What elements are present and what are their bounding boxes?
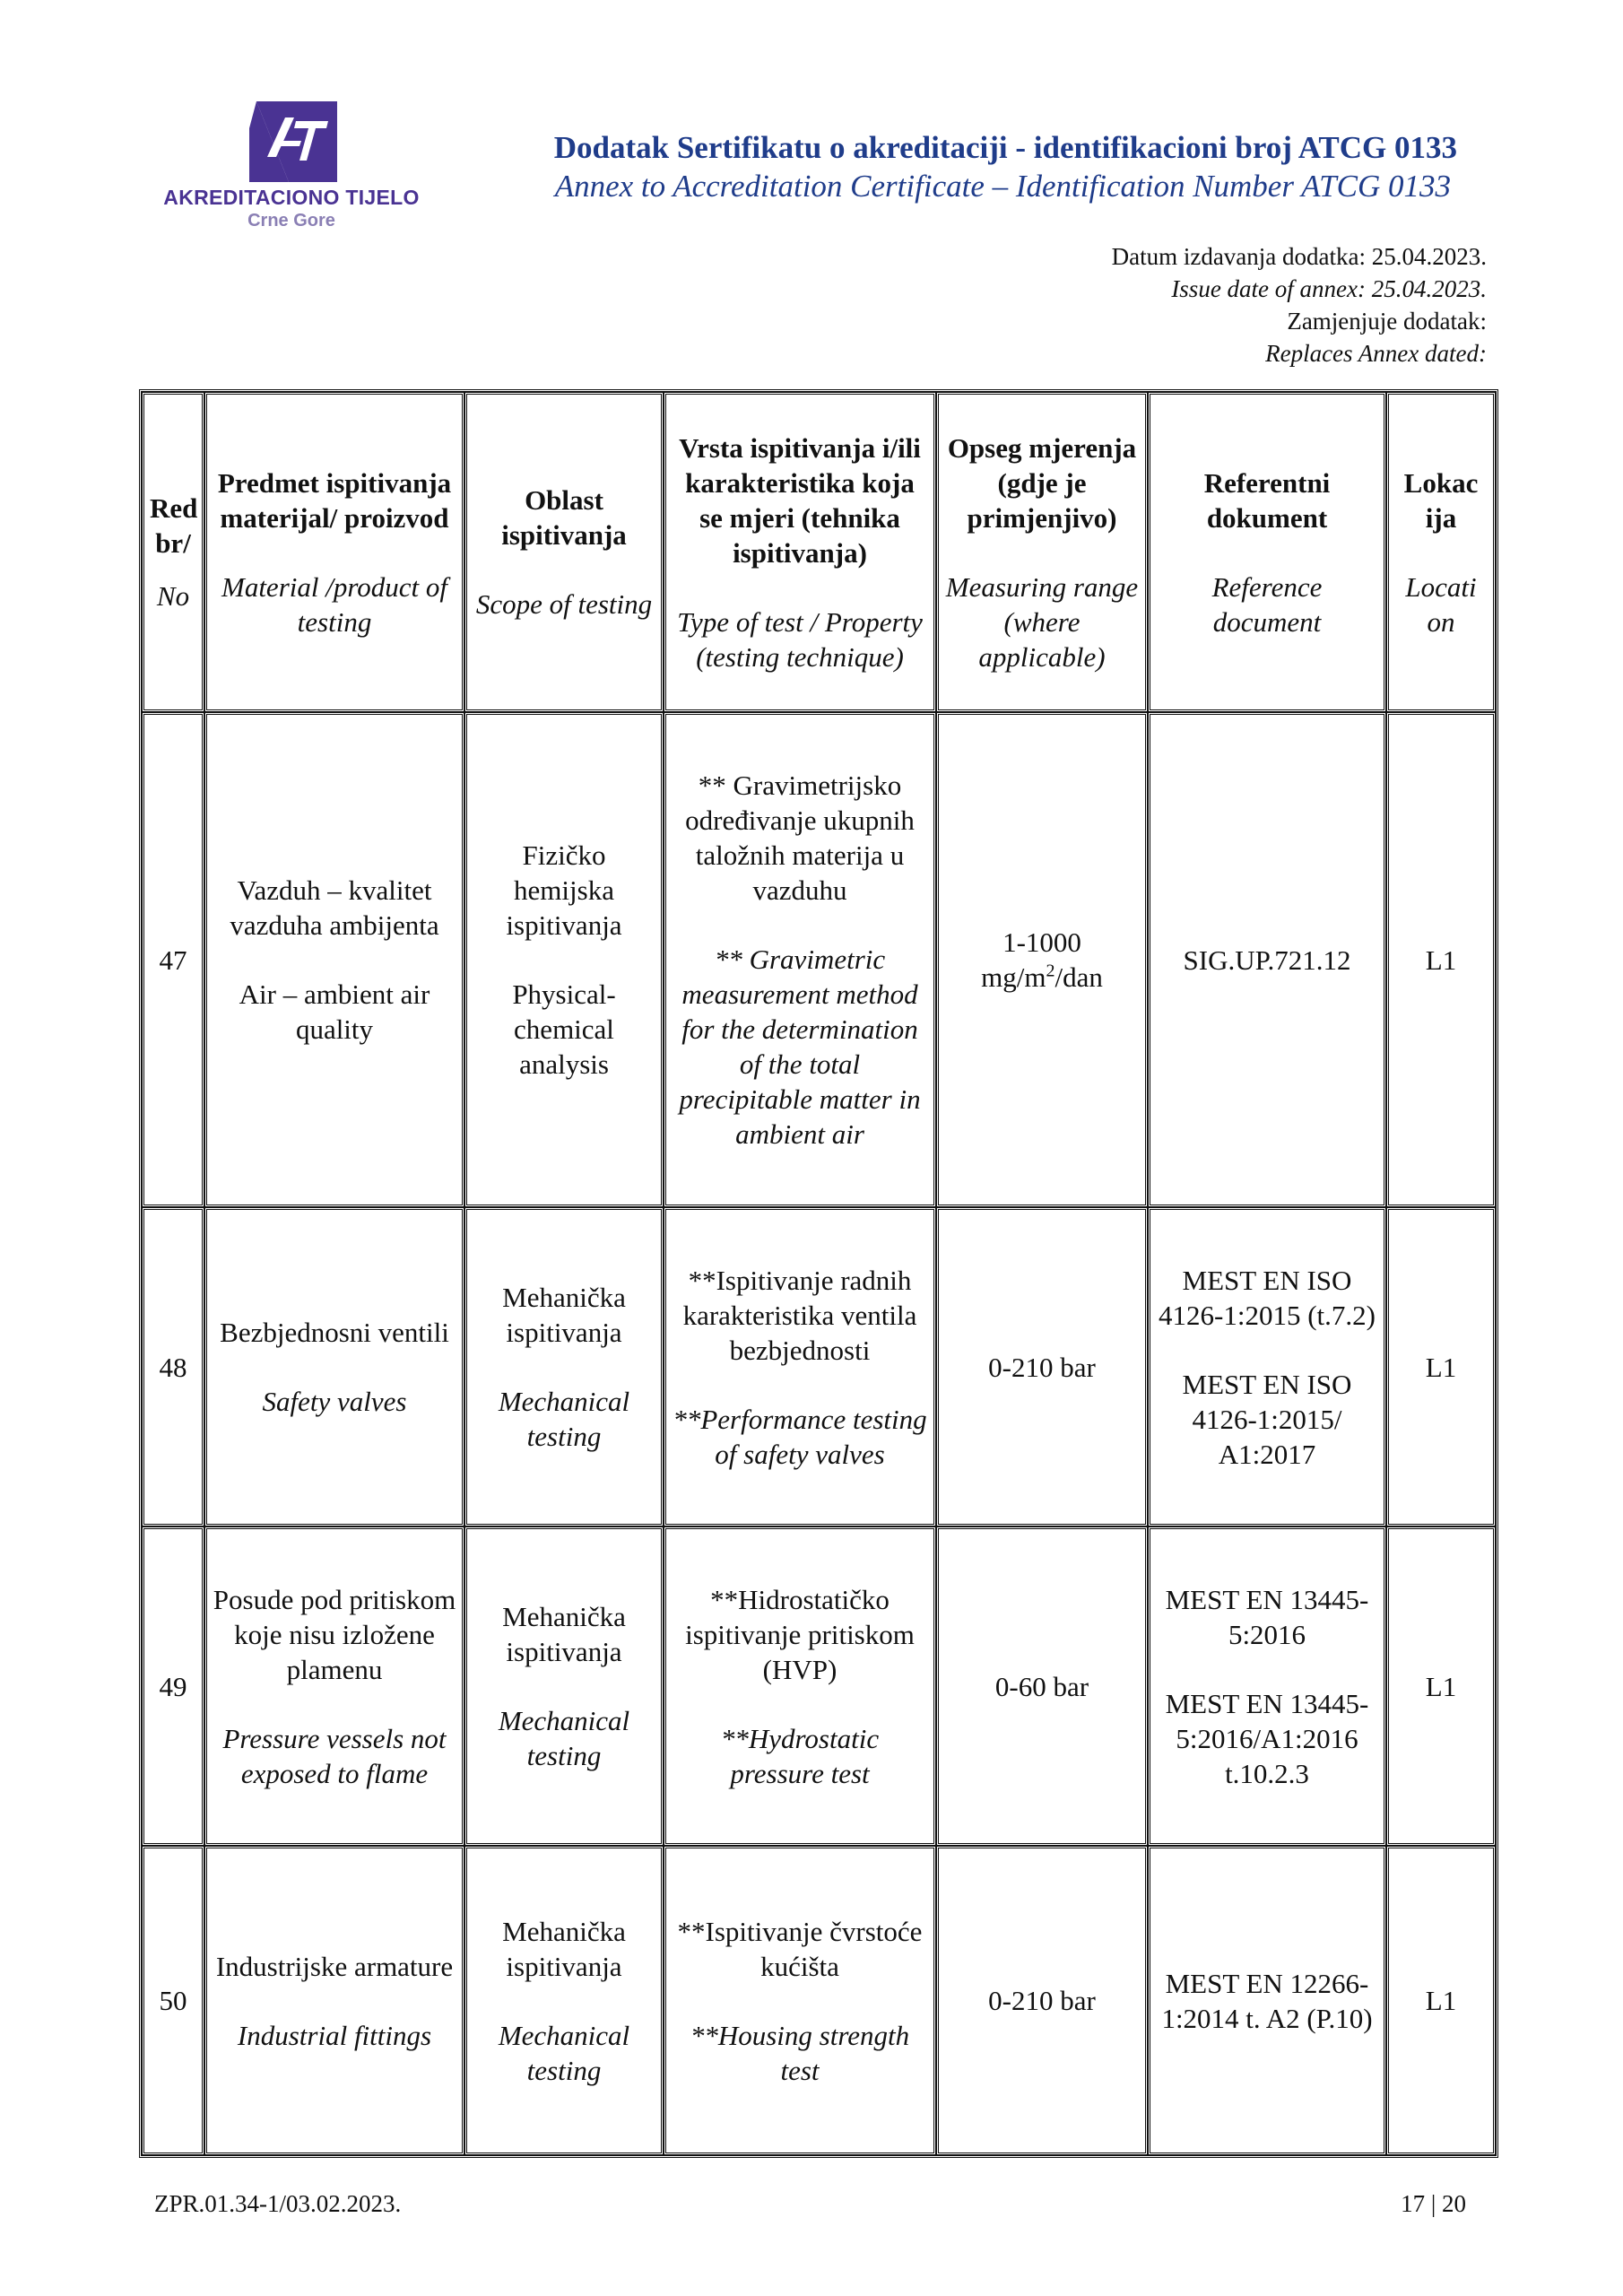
location-cell: L1 — [1386, 1526, 1496, 1846]
col-header-range: Opseg mjerenja (gdje je primjenjivo) Measuring range (where applicable) — [936, 392, 1148, 712]
at-logo-icon — [249, 101, 337, 182]
row-no: 49 — [142, 1526, 204, 1846]
row-no: 47 — [142, 712, 204, 1207]
col-header-scope: Oblast ispitivanja Scope of testing — [464, 392, 664, 712]
col-header-no: Red br/ No — [142, 392, 204, 712]
scope-cell: Mehanička ispitivanja Mechanical testing — [464, 1846, 664, 2155]
page-title: Dodatak Sertifikatu o akreditaciji - identifikacioni broj ATCG 0133 — [553, 130, 1457, 165]
replaces-en: Replaces Annex dated: — [1265, 340, 1487, 367]
material-cell: Posude pod pritiskom koje nisu izložene plamenu Pressure vessels not exposed to flame — [204, 1526, 464, 1846]
accreditation-logo — [161, 101, 421, 236]
range-cell: 0-210 bar — [936, 1207, 1148, 1526]
range-cell: 0-60 bar — [936, 1526, 1148, 1846]
replaces-me: Zamjenjuje dodatak: — [1287, 308, 1487, 335]
material-cell: Industrijske armature Industrial fittings — [204, 1846, 464, 2155]
col-header-test-type: Vrsta ispitivanja i/ili karakteristika koja se mjeri (tehnika ispitivanja) Type of test / Property (testing technique) — [664, 392, 936, 712]
reference-cell: MEST EN ISO 4126-1:2015 (t.7.2) MEST EN ISO 4126-1:2015/ A1:2017 — [1148, 1207, 1386, 1526]
scope-cell: Fizičko hemijska ispitivanja Physical-chemical analysis — [464, 712, 664, 1207]
logo-subtext: Crne Gore — [247, 211, 335, 230]
col-header-location: Lokac ija Locati on — [1386, 392, 1496, 712]
range-cell: 1-1000 $mg/m^2$/dan — [936, 712, 1148, 1207]
issue-date-en: Issue date of annex: 25.04.2023. — [1171, 275, 1487, 302]
accreditation-scope-table — [139, 389, 1498, 2158]
logo-text: AKREDITACIONO TIJELO — [163, 186, 420, 209]
location-cell: L1 — [1386, 1846, 1496, 2155]
test-type-cell: **Hidrostatičko ispitivanje pritiskom (HVP) **Hydrostatic pressure test — [664, 1526, 936, 1846]
test-type-cell: **Ispitivanje radnih karakteristika ventila bezbjednosti **Performance testing of safety valves — [664, 1207, 936, 1526]
table-row — [142, 1526, 1496, 1846]
reference-cell: MEST EN 12266-1:2014 t. A2 (P.10) — [1148, 1846, 1386, 2155]
test-type-cell: ** Gravimetrijsko određivanje ukupnih taložnih materija u vazduhu ** Gravimetric measurement method for the determination of the total precipitable matter in ambient air — [664, 712, 936, 1207]
location-cell: L1 — [1386, 1207, 1496, 1526]
material-cell: Vazduh – kvalitet vazduha ambijenta Air – ambient air quality — [204, 712, 464, 1207]
row-no: 50 — [142, 1846, 204, 2155]
table-header-row — [142, 392, 1496, 712]
table-row — [142, 1207, 1496, 1526]
reference-cell: SIG.UP.721.12 — [1148, 712, 1386, 1207]
footer-page-number: 17 | 20 — [1401, 2190, 1466, 2217]
location-cell: L1 — [1386, 712, 1496, 1207]
issue-date-me: Datum izdavanja dodatka: 25.04.2023. — [1111, 243, 1487, 270]
row-no: 48 — [142, 1207, 204, 1526]
footer-doc-code: ZPR.01.34-1/03.02.2023. — [154, 2190, 402, 2217]
reference-cell: MEST EN 13445-5:2016 MEST EN 13445-5:2016/A1:2016 t.10.2.3 — [1148, 1526, 1386, 1846]
scope-cell: Mehanička ispitivanja Mechanical testing — [464, 1526, 664, 1846]
table-row — [142, 712, 1496, 1207]
test-type-cell: **Ispitivanje čvrstoće kućišta **Housing strength test — [664, 1846, 936, 2155]
page-subtitle: Annex to Accreditation Certificate – Identification Number ATCG 0133 — [554, 169, 1451, 204]
col-header-material: Predmet ispitivanja materijal/ proizvod Material /product of testing — [204, 392, 464, 712]
col-header-reference: Referentni dokument Reference document — [1148, 392, 1386, 712]
material-cell: Bezbjednosni ventili Safety valves — [204, 1207, 464, 1526]
table-row — [142, 1846, 1496, 2155]
annex-meta — [1112, 240, 1487, 370]
scope-cell: Mehanička ispitivanja Mechanical testing — [464, 1207, 664, 1526]
range-cell: 0-210 bar — [936, 1846, 1148, 2155]
